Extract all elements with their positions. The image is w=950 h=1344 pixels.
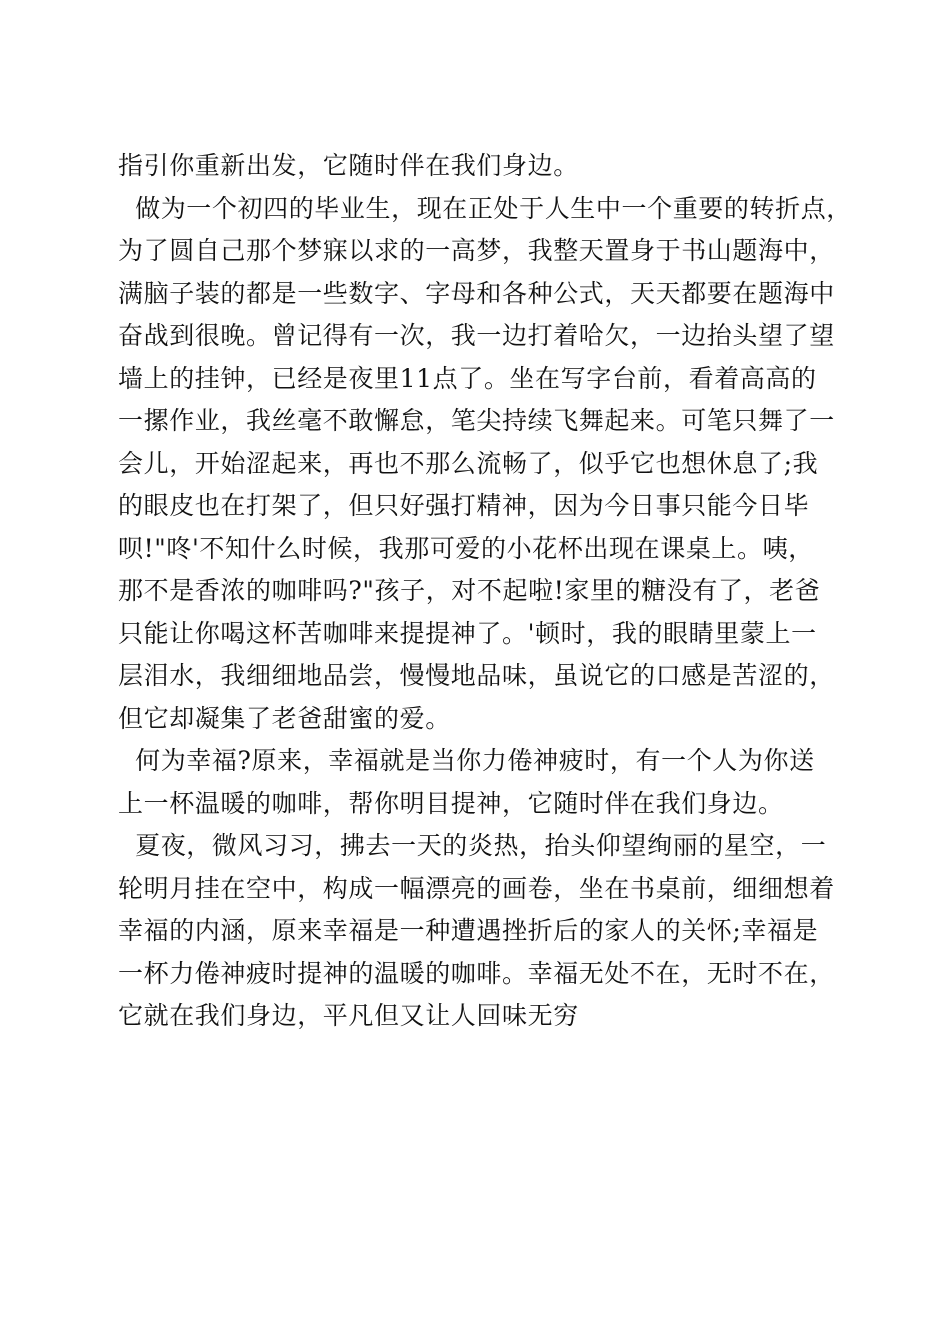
text-line: 只能让你喝这杯苦咖啡来提提神了。'顿时，我的眼睛里蒙上一: [118, 618, 817, 648]
text-line: 一摞作业，我丝毫不敢懈怠，笔尖持续飞舞起来。可笔只舞了一: [118, 406, 835, 435]
text-line: 会儿，开始涩起来，再也不那么流畅了，似乎它也想休息了;我: [118, 448, 819, 478]
text-line: 满脑子装的都是一些数字、字母和各种公式，天天都要在题海中: [118, 278, 835, 308]
text-line: 的眼皮也在打架了，但只好强打精神，因为今日事只能今日毕: [118, 491, 810, 520]
text-line: 奋战到很晚。曾记得有一次，我一边打着哈欠，一边抬头望了望: [118, 321, 835, 350]
text-line: 呗!"咚'不知什么时候，我那可爱的小花杯出现在课桌上。咦，: [118, 533, 814, 563]
text-line: 但它却凝集了老爸甜蜜的爱。: [118, 703, 451, 733]
text-line: 它就在我们身边，平凡但又让人回味无穷: [118, 1001, 579, 1030]
text-line: 为了圆自己那个梦寐以求的一高梦，我整天置身于书山题海中，: [118, 236, 835, 265]
text-line: 轮明月挂在空中，构成一幅漂亮的画卷，坐在书桌前，细细想着: [118, 873, 835, 903]
text-line: 幸福的内涵，原来幸福是一种遭遇挫折后的家人的关怀;幸福是: [118, 916, 819, 945]
text-line: 墙上的挂钟，已经是夜里11点了。坐在写字台前，看着高高的: [118, 363, 817, 393]
text-line: 那不是香浓的咖啡吗?"孩子，对不起啦!家里的糖没有了，老爸: [118, 576, 821, 605]
text-line: 何为幸福?原来，幸福就是当你力倦神疲时，有一个人为你送: [118, 746, 815, 775]
text-line: 一杯力倦神疲时提神的温暖的咖啡。幸福无处不在，无时不在，: [118, 958, 835, 988]
text-line: 上一杯温暖的咖啡，帮你明目提神，它随时伴在我们身边。: [118, 788, 784, 818]
text-line: 指引你重新出发，它随时伴在我们身边。: [118, 151, 579, 180]
text-line: 层泪水，我细细地品尝，慢慢地品味，虽说它的口感是苦涩的，: [118, 661, 835, 690]
text-line: 夏夜，微风习习，拂去一天的炎热，抬头仰望绚丽的星空，一: [118, 831, 827, 860]
body-text: [118, 145, 858, 1038]
text-line: 做为一个初四的毕业生，现在正处于人生中一个重要的转折点，: [118, 193, 852, 223]
